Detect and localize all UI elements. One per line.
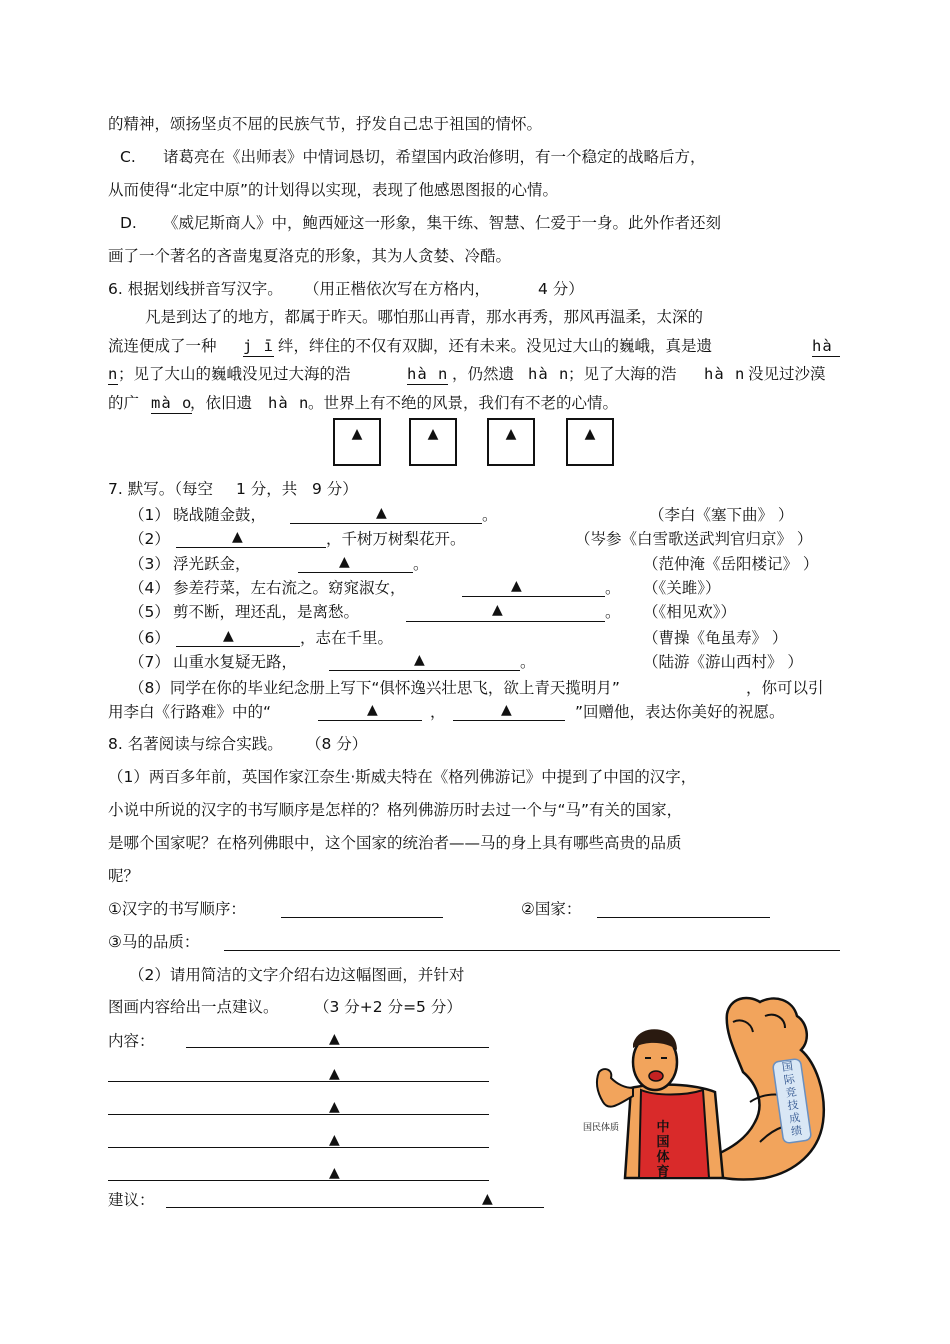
q8-answer1-blank[interactable]	[281, 917, 443, 918]
pinyin-han-2: hà n	[407, 365, 449, 383]
answer-box-1[interactable]	[333, 418, 381, 466]
q7-item6-source: （曹操《龟虽寿》 ）	[643, 629, 788, 647]
cartoon-illustration	[575, 992, 833, 1184]
q7-item8-blank1[interactable]	[318, 720, 422, 721]
answer-box-4[interactable]	[566, 418, 614, 466]
q7-item5-blank[interactable]	[406, 621, 605, 622]
q8-answer2-blank[interactable]	[597, 917, 770, 918]
option-d-label: D.	[120, 214, 137, 232]
answer-box-3[interactable]	[487, 418, 535, 466]
q6-passage-line3a: ；见了大山的巍峨没见过大海的浩	[118, 365, 351, 383]
q8-answer3-label: ③马的品质：	[108, 933, 200, 951]
q6-passage-line1: 凡是到达了的地方，都属于昨天。哪怕那山再青，那水再秀，那风再温柔，太深的	[145, 308, 704, 326]
q7-title-3: 9 分）	[312, 480, 358, 498]
content-line-5[interactable]	[108, 1180, 489, 1181]
pinyin-han-1b: n	[108, 365, 119, 383]
q7-item1-pre: 晓战随金鼓，	[173, 506, 267, 524]
q7-item4-source: （《关雎》）	[643, 579, 721, 597]
content-label: 内容：	[108, 1032, 155, 1050]
triangle-marker-icon: ▲	[482, 1191, 493, 1207]
q7-item4-num: （4）	[129, 579, 170, 597]
q7-item4-post: 。	[605, 579, 621, 597]
cartoon-shirt-label: 中国体育	[656, 1120, 670, 1180]
triangle-marker-icon: ▲	[329, 1165, 340, 1181]
q8-p1-line2: 小说中所说的汉字的书写顺序是怎样的？格列佛游历时去过一个与“马”有关的国家，	[108, 801, 683, 819]
q6-points: 4 分）	[538, 280, 584, 298]
pinyin-ji: j ī	[243, 337, 274, 355]
q7-item5-post: 。	[605, 603, 621, 621]
q6-note: （用正楷依次写在方格内，	[304, 280, 491, 298]
q7-item4-pre: 参差荇菜，左右流之。窈窕淑女，	[173, 579, 406, 597]
q6-passage-line4c: 。世界上有不绝的风景，我们有不老的心情。	[308, 394, 619, 412]
q7-item6-blank[interactable]	[176, 646, 300, 647]
q7-item7-post: 。	[520, 653, 536, 671]
q8-answer1-label: ①汉字的书写顺序：	[108, 900, 246, 918]
cartoon-small-arm-label: 国民体质	[583, 1123, 620, 1133]
triangle-marker-icon: ▲	[329, 1099, 340, 1115]
option-c-line1: 诸葛亮在《出师表》中情词恳切，希望国内政治修明，有一个稳定的战略后方，	[163, 148, 706, 166]
q8-p2-line2: 图画内容给出一点建议。	[108, 998, 279, 1016]
q6-title: 6. 根据划线拼音写汉字。	[108, 280, 283, 298]
q7-item3-pre: 浮光跃金，	[173, 555, 251, 573]
content-line-2[interactable]	[108, 1081, 489, 1082]
q7-item8-line2b: ”回赠他，表达你美好的祝愿。	[575, 703, 785, 721]
triangle-marker-icon: ▲	[351, 426, 363, 442]
q8-p2-points: （3 分+2 分=5 分）	[314, 998, 462, 1016]
triangle-marker-icon: ▲	[501, 702, 512, 718]
triangle-marker-icon: ▲	[339, 554, 350, 570]
q7-item1-source: （李白《塞下曲》 ）	[649, 506, 794, 524]
q7-item3-blank[interactable]	[298, 572, 413, 573]
q7-item6-post: ，志在千里。	[300, 629, 394, 647]
q8-answer3-blank[interactable]	[224, 950, 840, 951]
q7-item3-num: （3）	[129, 555, 170, 573]
triangle-marker-icon: ▲	[329, 1031, 340, 1047]
q7-item2-source: （岑参《白雪歌送武判官归京》 ）	[575, 530, 813, 548]
answer-box-2[interactable]	[409, 418, 457, 466]
triangle-marker-icon: ▲	[376, 505, 387, 521]
q7-item7-blank[interactable]	[329, 670, 520, 671]
q7-item2-blank[interactable]	[176, 547, 326, 548]
q7-item1-num: （1）	[129, 506, 170, 524]
triangle-marker-icon: ▲	[329, 1066, 340, 1082]
triangle-marker-icon: ▲	[223, 628, 234, 644]
pinyin-han-1a: hà	[812, 336, 840, 357]
pinyin-mao: mà o	[151, 394, 193, 412]
q6-passage-line3c: ；见了大海的浩	[568, 365, 677, 383]
option-b-continuation: 的精神，颂扬坚贞不屈的民族气节，抒发自己忠于祖国的情怀。	[108, 115, 543, 133]
q6-passage-line2a: 流连便成了一种	[108, 337, 217, 355]
q6-passage-line3b: ，仍然遗	[452, 365, 515, 383]
triangle-marker-icon: ▲	[329, 1132, 340, 1148]
option-d-line1: 《威尼斯商人》中，鲍西娅这一形象，集干练、智慧、仁爱于一身。此外作者还刻	[163, 214, 722, 232]
content-line-3[interactable]	[108, 1114, 489, 1115]
q8-p2-line1: （2）请用简洁的文字介绍右边这幅图画，并针对	[129, 966, 465, 984]
q7-item2-num: （2）	[129, 530, 170, 548]
q7-item8-line1-end: ，你可以引	[746, 679, 824, 697]
triangle-marker-icon: ▲	[505, 426, 517, 442]
triangle-marker-icon: ▲	[584, 426, 596, 442]
cartoon-arm-label: 国际竞技成绩	[781, 1059, 803, 1139]
triangle-marker-icon: ▲	[511, 578, 522, 594]
q7-item7-pre: 山重水复疑无路，	[173, 653, 298, 671]
option-c-label: C.	[120, 148, 136, 166]
q7-item3-post: 。	[413, 555, 429, 573]
q7-title-2: 1 分，共	[236, 480, 298, 498]
q7-item8-line2a: 用李白《行路难》中的“	[108, 703, 272, 721]
option-c-line2: 从而使得“北定中原”的计划得以实现，表现了他感恩图报的心情。	[108, 181, 559, 199]
triangle-marker-icon: ▲	[367, 702, 378, 718]
pinyin-han-4: hà n	[704, 365, 746, 383]
q8-p1-line1: （1）两百多年前，英国作家江奈生·斯威夫特在《格列佛游记》中提到了中国的汉字，	[108, 768, 697, 786]
triangle-marker-icon: ▲	[492, 602, 503, 618]
pinyin-han-5: hà n	[268, 394, 310, 412]
q8-p1-line3: 是哪个国家呢？在格列佛眼中，这个国家的统治者——马的身上具有哪些高贵的品质	[108, 834, 682, 852]
content-line-4[interactable]	[108, 1147, 489, 1148]
q7-item4-blank[interactable]	[462, 596, 605, 597]
q6-passage-line3d: 没见过沙漠	[748, 365, 826, 383]
q8-points: （8 分）	[306, 735, 368, 753]
q7-item6-num: （6）	[129, 629, 170, 647]
q8-answer2-label: ②国家：	[521, 900, 582, 918]
q7-item7-num: （7）	[129, 653, 170, 671]
triangle-marker-icon: ▲	[427, 426, 439, 442]
q7-item5-pre: 剪不断，理还乱，是离愁。	[173, 603, 360, 621]
triangle-marker-icon: ▲	[232, 529, 243, 545]
q6-passage-line4a: 的广	[108, 394, 140, 412]
advice-label: 建议：	[108, 1191, 155, 1209]
q7-item2-post: ，千树万树梨花开。	[326, 530, 466, 548]
q6-passage-line2b: 绊，绊住的不仅有双脚，还有未来。没见过大山的巍峨，真是遗	[278, 337, 713, 355]
q7-item5-source: （《相见欢》）	[643, 603, 737, 621]
q7-item1-blank[interactable]	[290, 523, 482, 524]
pinyin-han-3: hà n	[528, 365, 570, 383]
q7-title: 7. 默写。（每空	[108, 480, 213, 498]
triangle-marker-icon: ▲	[414, 652, 425, 668]
q7-item5-num: （5）	[129, 603, 170, 621]
q7-item1-post: 。	[482, 506, 498, 524]
q8-p1-line4: 呢？	[108, 867, 140, 885]
q8-title: 8. 名著阅读与综合实践。	[108, 735, 283, 753]
q6-passage-line4b: ，依旧遗	[190, 394, 253, 412]
q7-item8-comma: ，	[430, 703, 446, 721]
q7-item8-blank2[interactable]	[453, 720, 565, 721]
q7-item3-source: （范仲淹《岳阳楼记》 ）	[643, 555, 819, 573]
q7-item7-source: （陆游《游山西村》 ）	[643, 653, 803, 671]
option-d-line2: 画了一个著名的吝啬鬼夏洛克的形象，其为人贪婪、冷酷。	[108, 247, 512, 265]
q7-item8-line1: （8）同学在你的毕业纪念册上写下“俱怀逸兴壮思飞，欲上青天揽明月”	[129, 679, 620, 697]
